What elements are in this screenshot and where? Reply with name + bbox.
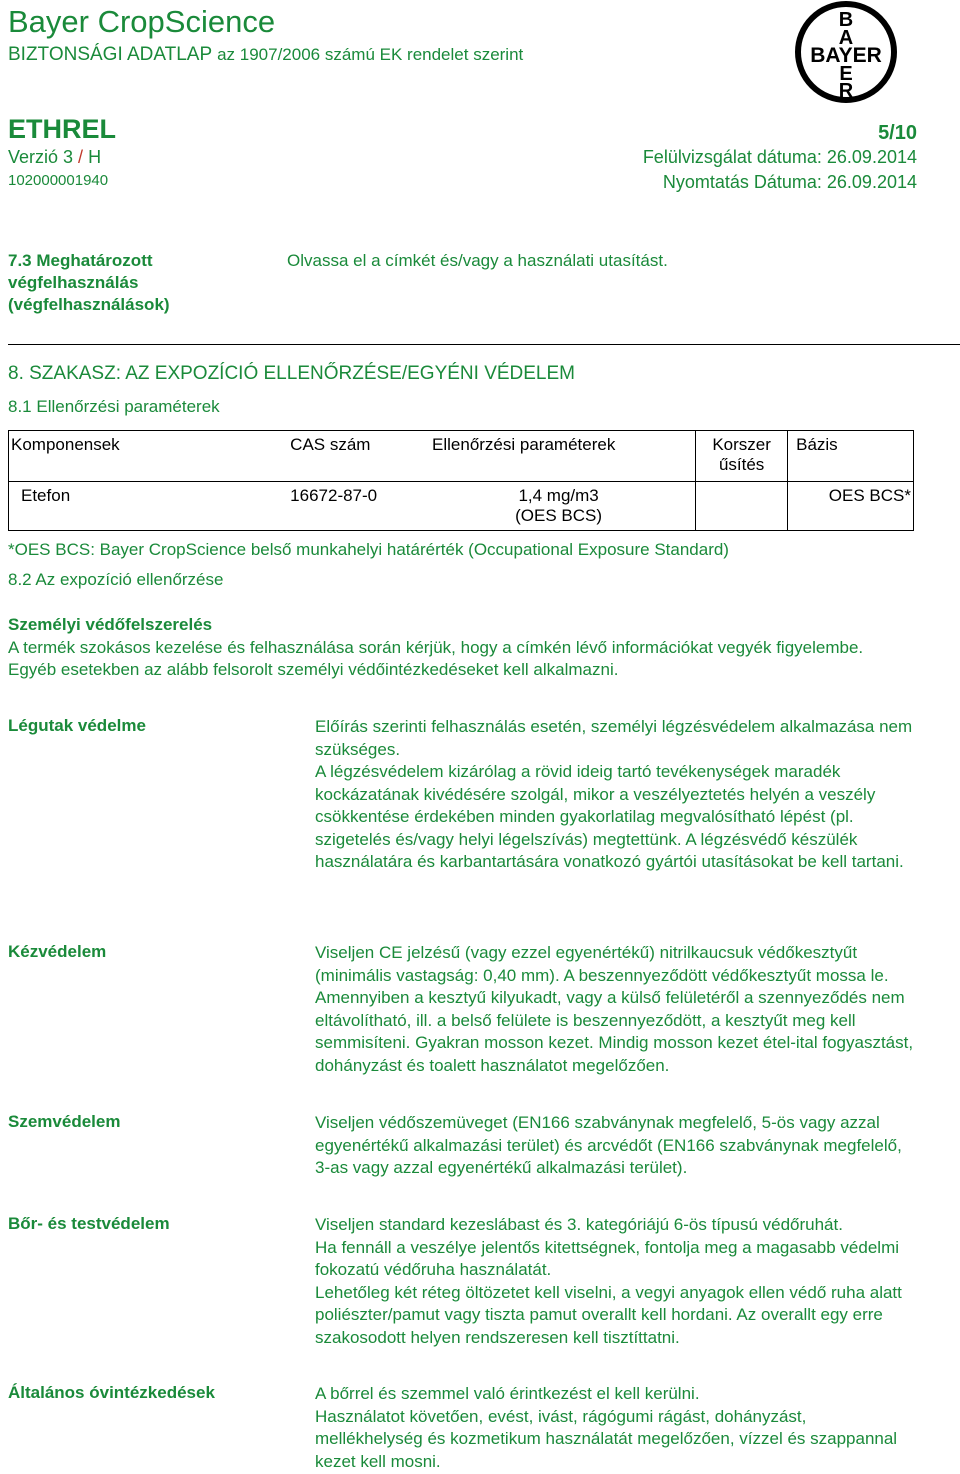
cell-basis: OES BCS* (788, 482, 914, 531)
skin-text: Viseljen standard kezeslábast és 3. kategóriájú 6-ös típusú védőruhát. Ha fennáll a veszélye jelentős kitettségnek, fontolja meg a magasabb védelmi fokozatú védőruha használatát. Lehetőleg két réteg öltözetet kell viselni, a vegyi anyagok ellen védő ruha alatt poliészter/pamut vagy tiszta pamut overallt kell hordani. Az overallt egy erre szakosodott helyen rendszeresen kell tisztíttatni. (315, 1215, 902, 1347)
product-name: ETHREL (8, 114, 116, 144)
cell-component: Etefon (9, 482, 291, 531)
section-divider (8, 344, 960, 345)
ppe-text: A termék szokásos kezelése és felhasználása során kérjük, hogy a címkén lévő információkat vegyék figyelembe. Egyéb esetekben az alább felsorolt személyi védőintézkedéseket kell alkalmazni. (8, 638, 864, 679)
document-type-main: BIZTONSÁGI ADATLAP (8, 44, 212, 65)
document-type (8, 44, 523, 66)
eye-text: Viseljen védőszemüveget (EN166 szabványnak megfelelő, 5-ös vagy azzal egyenértékű alkalmazási terület) és arcvédőt (EN166 szabványnak megfelelő, 3-as vagy azzal egyenértékű alkalmazási terület). (315, 1113, 902, 1177)
eye-label: Szemvédelem (8, 1112, 121, 1131)
logo-letter-b: B (838, 9, 854, 31)
cell-update (696, 482, 788, 531)
header-update: Korszer űsítés (696, 431, 788, 482)
s73-label-line3: (végfelhasználások) (8, 295, 170, 314)
general-text: A bőrrel és szemmel való érintkezést el kell kerülni. Használatot követően, evést, ivást, rágógumi rágást, dohányzást, mellékhelység és kozmetikum használatát megelőzően, vízzel és szappannal kezet kell mosni. (315, 1384, 898, 1471)
ppe-title: Személyi védőfelszerelés (8, 615, 213, 634)
cell-params: 1,4 mg/m3 (OES BCS) (422, 482, 696, 531)
page-number: 5/10 (878, 122, 917, 144)
logo-letter-r: R (838, 80, 854, 102)
logo-letter-e: E (839, 63, 853, 85)
control-parameters-table (8, 430, 914, 531)
hand-label: Kézvédelem (8, 942, 107, 961)
header-components: Komponensek (9, 431, 291, 482)
document-type-sub: az 1907/2006 számú EK rendelet szerint (217, 45, 524, 64)
table-row (9, 482, 914, 531)
version-label: Verzió 3 (8, 147, 74, 167)
respiratory-label: Légutak védelme (8, 716, 146, 735)
header-basis: Bázis (788, 431, 914, 482)
logo-letter-a: A (838, 27, 854, 49)
bayer-logo-icon (794, 0, 898, 104)
skin-label: Bőr- és testvédelem (8, 1214, 170, 1233)
version-separator: / (73, 147, 89, 167)
s81-title: 8.1 Ellenőrzési paraméterek (8, 397, 220, 416)
respiratory-text: Előírás szerinti felhasználás esetén, személyi légzésvédelem alkalmazása nem szükséges. A légzésvédelem kizárólag a rövid ideig tartó tevékenységek maradék kockázatának kivédésére szolgál, mikor a veszélyeztetés helyén a veszély csökkentése érdekében minden gyakorlatilag megvalósítható lépést (pl. szigetelés és/vagy helyi légelszívás) megtettünk. A légzésvédő készülék használatára és karbantartására vonatkozó gyártói utasításokat be kell tartani. (315, 717, 913, 871)
s73-text: Olvassa el a címkét és/vagy a használati utasítást. (287, 251, 668, 270)
print-date: Nyomtatás Dátuma: 26.09.2014 (662, 172, 917, 192)
company-name: Bayer CropScience (8, 4, 276, 39)
s73-label (8, 250, 170, 316)
version (8, 147, 101, 168)
s73-label-line2: végfelhasználás (8, 273, 139, 292)
table-header-row (9, 431, 914, 482)
table-footnote: *OES BCS: Bayer CropScience belső munkahelyi határérték (Occupational Exposure Standard) (8, 540, 729, 559)
cell-cas: 16672-87-0 (290, 482, 422, 531)
logo-word-bayer: BAYER (810, 44, 882, 67)
document-number: 102000001940 (8, 172, 109, 189)
section-8-title: 8. SZAKASZ: AZ EXPOZÍCIÓ ELLENŐRZÉSE/EGYÉNI VÉDELEM (8, 363, 575, 384)
header-cas: CAS szám (290, 431, 422, 482)
revision-date: Felülvizsgálat dátuma: 26.09.2014 (642, 147, 917, 167)
header-params: Ellenőrzési paraméterek (422, 431, 696, 482)
general-label: Általános óvintézkedések (8, 1383, 215, 1402)
hand-text: Viseljen CE jelzésű (vagy ezzel egyenértékű) nitrilkaucsuk védőkesztyűt (minimális vastagság: 0,40 mm). A beszennyeződött védőkesztyűt mossa le. Amennyiben a kesztyű kilyukadt, vagy a külső felületéről a szennyeződés nem eltávolítható, ill. a belső felülete is beszennyeződött, a kesztyűt meg kell semmisíteni. Gyakran mosson kezet. Mindig mosson kezet étel-ital fogyasztást, dohányzást és toalett használatot megelőzően. (315, 943, 914, 1075)
s73-label-line1: 7.3 Meghatározott (8, 251, 153, 270)
version-suffix: H (88, 147, 102, 167)
s82-title: 8.2 Az expozíció ellenőrzése (8, 570, 224, 589)
